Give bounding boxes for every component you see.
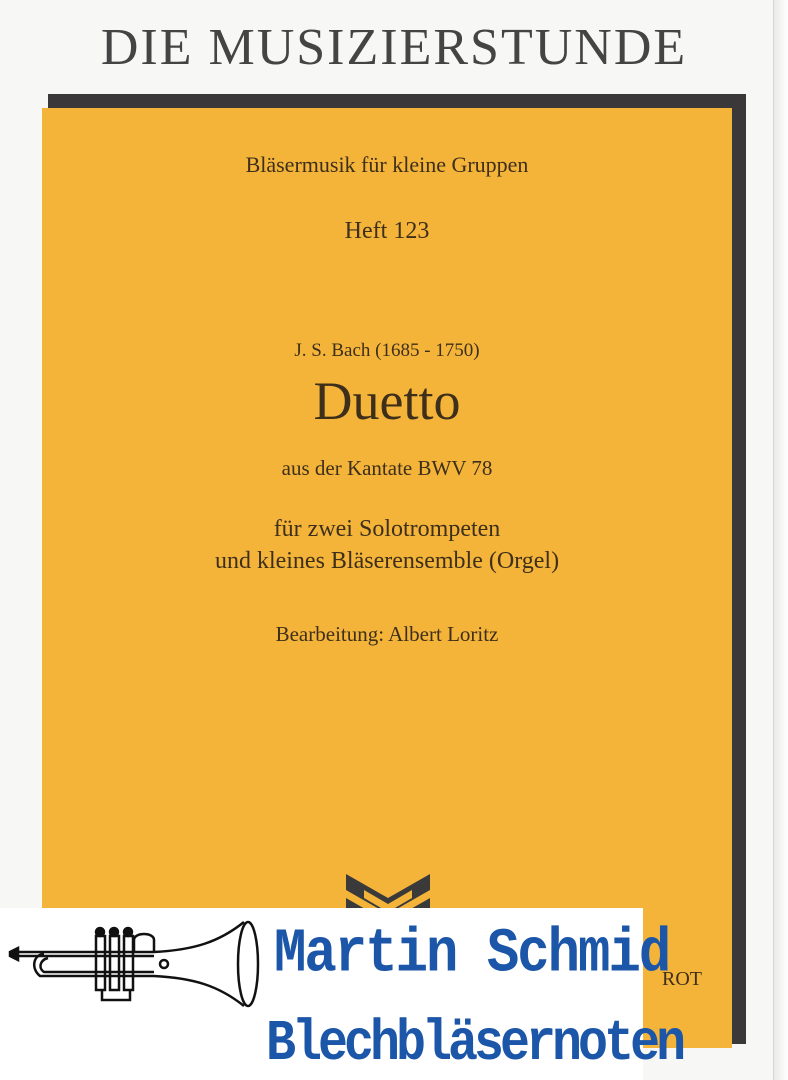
page-edge [773,0,788,1080]
cover-subtitle: Bläsermusik für kleine Gruppen [245,152,529,177]
issue-number: Heft 123 [344,218,430,244]
composer: J. S. Bach (1685 - 1750) [294,340,480,361]
arranger: Bearbeitung: Albert Loritz [275,622,499,646]
instrumentation-line-1: für zwei Solotrompeten [273,516,501,542]
cover-panel [42,108,732,1048]
trumpet-icon [4,920,272,1008]
instrumentation-line-2: und kleines Bläserensemble (Orgel) [214,548,560,574]
series-title: DIE MUSIZIERSTUNDE [100,19,688,76]
work-source: aus der Kantate BWV 78 [281,456,493,480]
shop-tagline: Blechbläsernoten [266,1012,683,1078]
work-title: Duetto [313,371,461,431]
publisher-name-fragment: ROT [662,968,702,990]
shop-name: Martin Schmid [274,920,670,991]
